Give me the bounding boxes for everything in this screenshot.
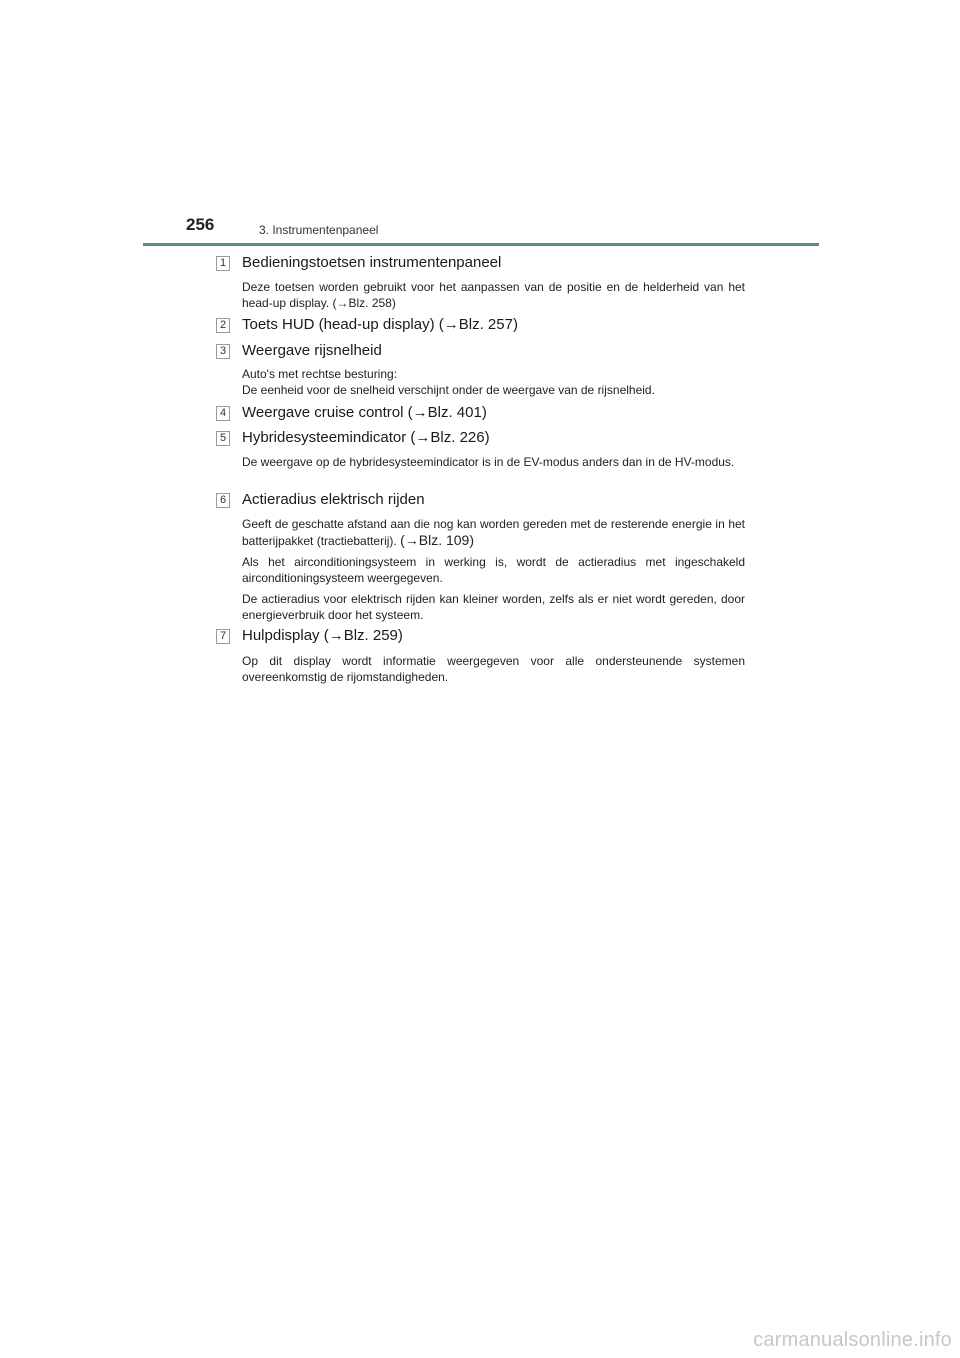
item-number-badge: 3 — [216, 344, 230, 359]
header-rule — [143, 243, 819, 246]
item-title: Weergave cruise control (→Blz. 401) — [242, 404, 487, 421]
item-title: Hulpdisplay (→Blz. 259) — [242, 627, 403, 644]
item-title: Bedieningstoetsen instrumentenpaneel — [242, 254, 502, 271]
item-number-badge: 4 — [216, 406, 230, 421]
item-description: Als het airconditioningsysteem in werking is, wordt de actieradius met ingeschakeld airconditioningsysteem weergegeven. — [242, 555, 745, 585]
item-number-badge: 2 — [216, 318, 230, 333]
item-number-badge: 1 — [216, 256, 230, 271]
page-reference: (→Blz. 109) — [400, 531, 474, 548]
item-description: Auto's met rechtse besturing: — [242, 367, 398, 381]
item-description: Op dit display wordt informatie weergegeven voor alle ondersteunende systemen overeenkomstig de rijomstandigheden. — [242, 654, 745, 684]
item-description: De actieradius voor elektrisch rijden kan kleiner worden, zelfs als er niet wordt gereden, door energieverbruik door het systeem. — [242, 592, 745, 622]
section-title: 3. Instrumentenpaneel — [259, 223, 379, 237]
item-title: Hybridesysteemindicator (→Blz. 226) — [242, 429, 490, 446]
item-title: Weergave rijsnelheid — [242, 342, 382, 359]
item-title: Actieradius elektrisch rijden — [242, 491, 425, 508]
item-title: Toets HUD (head-up display) (→Blz. 257) — [242, 316, 518, 333]
item-description-text: Geeft de geschatte afstand aan die nog kan worden gereden met de resterende energie in het batterijpakket (tractiebatterij). — [242, 517, 745, 548]
item-description: Deze toetsen worden gebruikt voor het aanpassen van de positie en de helderheid van het head-up display. (→Blz. 258) — [242, 280, 745, 310]
item-description — [242, 517, 745, 549]
item-number-badge: 5 — [216, 431, 230, 446]
watermark: carmanualsonline.info — [753, 1329, 952, 1351]
item-number-badge: 6 — [216, 493, 230, 508]
item-description: De weergave op de hybridesysteemindicator is in de EV-modus anders dan in de HV-modus. — [242, 455, 735, 469]
item-number-badge: 7 — [216, 629, 230, 644]
item-description: De eenheid voor de snelheid verschijnt onder de weergave van de rijsnelheid. — [242, 383, 655, 397]
page-number: 256 — [186, 215, 215, 234]
